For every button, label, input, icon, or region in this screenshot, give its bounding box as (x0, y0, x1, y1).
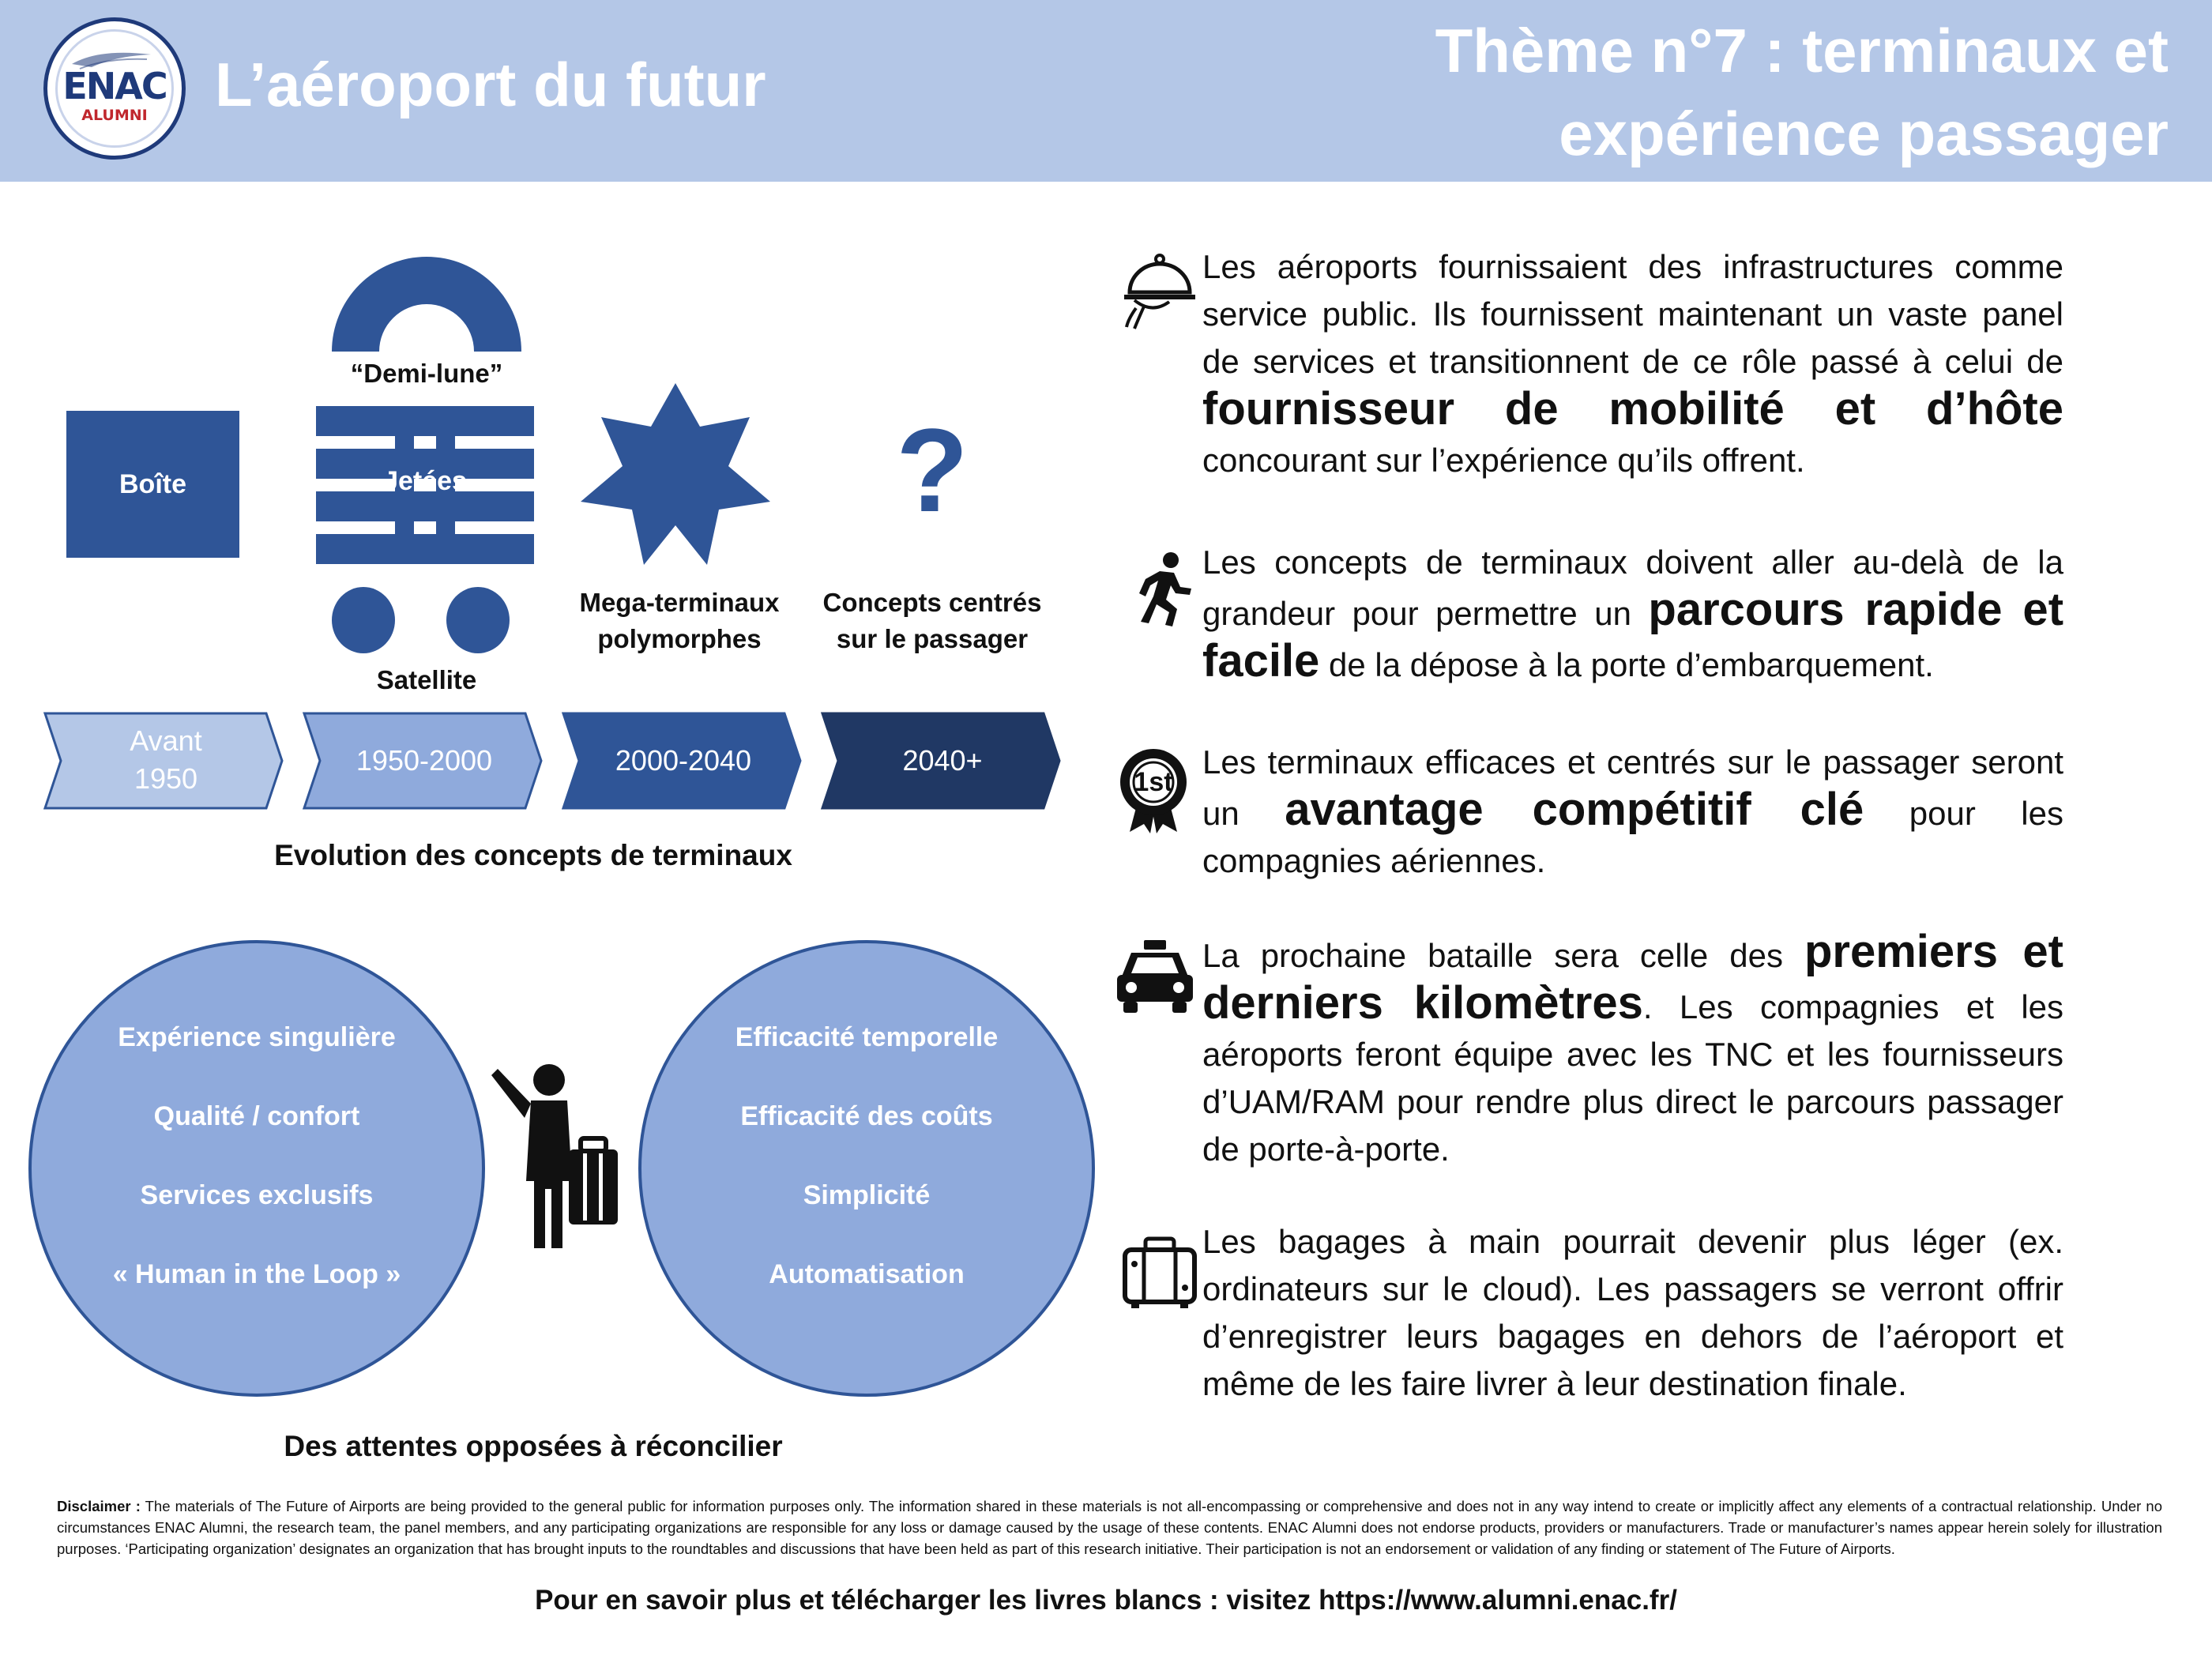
taxi-icon (1115, 937, 1194, 1016)
p1-highlight: fournisseur de mobilité et d’hôte (1202, 383, 2063, 434)
demi-lune-label: “Demi-lune” (350, 359, 503, 388)
circle-efficiency (638, 940, 1095, 1397)
theme-title-line1: Thème n°7 : terminaux et (1435, 16, 2169, 85)
question-mark-icon: ? (896, 404, 969, 536)
suitcase-icon (1120, 1232, 1199, 1311)
circle-experience (28, 940, 485, 1397)
expectations-caption: Des attentes opposées à réconcilier (284, 1430, 783, 1462)
disclaimer (57, 1495, 2162, 1559)
circle-left-item: Expérience singulière (118, 1022, 396, 1052)
circle-right-item: Automatisation (769, 1259, 965, 1289)
badge-text: 1st (1134, 767, 1173, 797)
circle-right-item: Simplicité (803, 1180, 931, 1210)
p2-highlight: parcours rapide et facile (1202, 584, 2064, 687)
paragraph-service-role (1202, 243, 2063, 484)
satellite-shape (332, 585, 521, 656)
mega-label-line2: polymorphes (597, 624, 762, 653)
p1-text-end: concourant sur l’expérience qu’ils offrent. (1202, 442, 1805, 479)
box-label: Boîte (119, 468, 186, 499)
timeline-label-2: 1950-2000 (356, 744, 493, 777)
box-shape (66, 411, 239, 558)
site-title: L’aéroport du futur (215, 50, 766, 119)
enac-alumni-logo (43, 17, 186, 160)
p3-text-end: pour les compagnies aériennes. (1202, 795, 2063, 879)
p3-text: Les terminaux efficaces et centrés sur le passager seront un (1202, 743, 2063, 832)
timeline-label-4: 2040+ (902, 744, 983, 777)
p4-text-end: . Les compagnies et les aéroports feront équipe avec les TNC et les fournisseurs d’UAM/RAM pour rendre plus direct le parcours passager de porte-à-porte. (1202, 988, 2064, 1168)
p4-highlight: premiers et derniers kilomètres (1202, 926, 2063, 1029)
satellite-label: Satellite (376, 665, 477, 694)
logo-subtext: ALUMNI (81, 107, 148, 124)
paragraph-competitive-advantage (1202, 739, 2063, 885)
star-shape (573, 379, 778, 569)
jetees-label: Jetées (383, 466, 467, 496)
p4-text: La prochaine bataille sera celle des (1202, 937, 1804, 974)
p2-text: Les concepts de terminaux doivent aller au-delà de la grandeur pour permettre un (1202, 544, 2063, 632)
concepts-label-line1: Concepts centrés (822, 588, 1042, 617)
circle-left-item: Qualité / confort (153, 1101, 360, 1131)
paragraph-first-last-mile (1202, 928, 2063, 1173)
circle-left-item: Services exclusifs (140, 1180, 374, 1210)
demi-lune-shape (332, 257, 521, 352)
evolution-caption: Evolution des concepts de terminaux (274, 839, 792, 871)
logo-text: ENAC (62, 65, 167, 107)
theme-title (1142, 9, 2169, 175)
timeline-label-1-line1: Avant (130, 724, 202, 757)
theme-title-line2: expérience passager (1559, 99, 2169, 168)
mega-label-line1: Mega-terminaux (579, 588, 780, 617)
timeline-label-3: 2000-2040 (615, 744, 752, 777)
traveler-with-suitcase-icon (490, 1063, 624, 1252)
timeline-label-1-line2: 1950 (134, 762, 198, 795)
concepts-label (806, 585, 1059, 657)
paragraph-passenger-journey (1202, 539, 2063, 689)
award-badge-icon (1114, 747, 1193, 826)
disclaimer-text: The materials of The Future of Airports are being provided to the general public for information purposes only. The information shared in these materials is not all-encompassing or comprehensive and does not in any way intend to create or implicitly affect any elements of a contractual relationship. Under no circumstances ENAC Alumni, the research team, the panel members, and any participating organizations are responsible for any loss or damage caused by the usage of these contents. ENAC Alumni does not endorse products, providers or manufacturers. Trade or manufacturer’s names appear herein solely for illustration purposes. ‘Participating organization’ designates an organization that has brought inputs to the roundtables and discussions that have been held as part of this research initiative. Their participation is not an endorsement or validation of any finding or statement of The Future of Airports. (57, 1498, 2162, 1557)
timeline-label-1 (67, 722, 265, 798)
circle-left-item: « Human in the Loop » (112, 1259, 401, 1289)
p1-text: Les aéroports fournissaient des infrastructures comme service public. Ils fournissent maintenant un vaste panel de services et transitionnent de ce rôle passé à celui de (1202, 248, 2063, 380)
p2-text-end: de la dépose à la porte d’embarquement. (1319, 646, 1934, 683)
paragraph-baggage: Les bagages à main pourrait devenir plus léger (ex. ordinateurs sur le cloud). Les passagers se verront offrir d’enregistrer leurs bagages en dehors de l’aéroport et même de les faire livrer à leur destination finale. (1202, 1223, 2063, 1402)
circle-right-item: Efficacité temporelle (735, 1022, 999, 1052)
concepts-label-line2: sur le passager (836, 624, 1029, 653)
footer-website-link[interactable]: Pour en savoir plus et télécharger les livres blancs : visitez https://www.alumni.enac.fr/ (535, 1585, 1677, 1616)
p3-highlight: avantage compétitif clé (1285, 784, 1864, 835)
mega-terminaux-label (553, 585, 806, 657)
cloche-service-icon (1120, 251, 1199, 330)
circle-right-item: Efficacité des coûts (740, 1101, 993, 1131)
disclaimer-label: Disclaimer : (57, 1498, 141, 1514)
running-person-icon (1122, 549, 1201, 628)
